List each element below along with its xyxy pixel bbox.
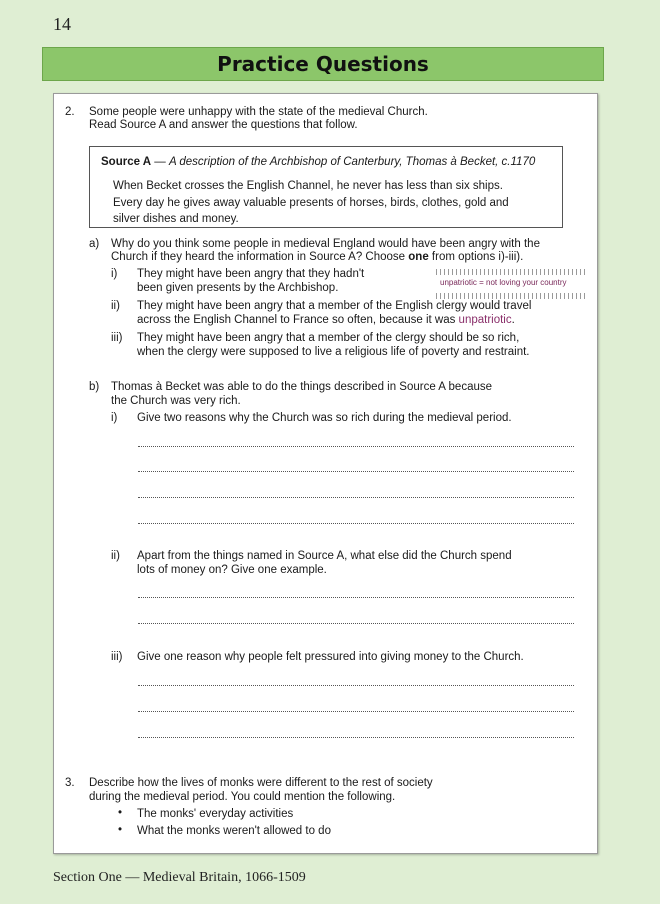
answer-line[interactable] xyxy=(138,471,574,472)
page-number: 14 xyxy=(53,14,71,34)
option-iii-line1: They might have been angry that a member of the clergy should be so rich, xyxy=(137,332,520,344)
question-3-line1: Describe how the lives of monks were different to the rest of society xyxy=(89,777,433,789)
part-b-ii-number: ii) xyxy=(111,550,120,562)
part-a-line1: Why do you think some people in medieval England would have been angry with the xyxy=(111,238,540,250)
question-3-number: 3. xyxy=(65,777,75,789)
part-a-line2: Church if they heard the information in Source A? Choose one from options i)-iii). xyxy=(111,251,524,263)
source-a-text xyxy=(113,178,509,228)
part-b-letter: b) xyxy=(89,381,100,393)
answer-line[interactable] xyxy=(138,623,574,624)
part-a-letter: a) xyxy=(89,238,100,250)
answer-line[interactable] xyxy=(138,711,574,712)
bullet-dot: • xyxy=(118,807,123,819)
question-3-line2: during the medieval period. You could mention the following. xyxy=(89,791,396,803)
answer-line[interactable] xyxy=(138,737,574,738)
answer-line[interactable] xyxy=(138,685,574,686)
part-b-ii-line2: lots of money on? Give one example. xyxy=(137,564,327,576)
option-iii-number: iii) xyxy=(111,332,123,344)
source-a-line: Every day he gives away valuable presents of horses, birds, clothes, gold and xyxy=(113,196,509,209)
question-2-intro-line2: Read Source A and answer the questions that follow. xyxy=(89,119,358,131)
answer-line[interactable] xyxy=(138,497,574,498)
option-ii-line1: They might have been angry that a member of the English clergy would travel xyxy=(137,300,532,312)
glossary-note xyxy=(434,269,589,299)
option-i-line2: been given presents by the Archbishop. xyxy=(137,282,339,294)
emphasis-one: one xyxy=(408,251,429,263)
option-ii-number: ii) xyxy=(111,300,120,312)
part-b-i-number: i) xyxy=(111,412,118,424)
part-b-iii-text: Give one reason why people felt pressured into giving money to the Church. xyxy=(137,651,524,663)
title-banner xyxy=(42,47,604,81)
question-3-bullet: What the monks weren't allowed to do xyxy=(137,825,331,837)
question-2-number: 2. xyxy=(65,106,75,118)
note-tick-border-top xyxy=(436,269,586,275)
question-2-intro-line1: Some people were unhappy with the state of the medieval Church. xyxy=(89,106,428,118)
source-a-line: When Becket crosses the English Channel, he never has less than six ships. xyxy=(113,180,503,192)
source-a-dash: — xyxy=(151,156,169,168)
option-i-number: i) xyxy=(111,268,118,280)
bullet-dot: • xyxy=(118,824,123,836)
option-ii-line2: across the English Channel to France so often, because it was unpatriotic. xyxy=(137,314,515,326)
questions-panel xyxy=(53,93,598,854)
part-b-iii-number: iii) xyxy=(111,651,123,663)
question-3-bullet: The monks' everyday activities xyxy=(137,808,294,820)
source-a-box xyxy=(89,146,563,228)
footer-section-title: Section One — Medieval Britain, 1066-1509 xyxy=(53,870,306,885)
unpatriotic-term: unpatriotic xyxy=(458,314,512,326)
option-iii-line2: when the clergy were supposed to live a religious life of poverty and restraint. xyxy=(137,346,530,358)
part-b-line1: Thomas à Becket was able to do the things described in Source A because xyxy=(111,381,493,393)
part-b-line2: the Church was very rich. xyxy=(111,395,241,407)
source-a-heading xyxy=(101,156,535,168)
source-a-line: silver dishes and money. xyxy=(113,213,239,225)
answer-line[interactable] xyxy=(138,523,574,524)
source-a-label: Source A xyxy=(101,156,152,168)
source-a-caption: A description of the Archbishop of Canterbury, Thomas à Becket, c.1170 xyxy=(168,156,536,168)
option-i-line1: They might have been angry that they hadn't xyxy=(137,268,365,280)
part-b-ii-line1: Apart from the things named in Source A, what else did the Church spend xyxy=(137,550,512,562)
answer-line[interactable] xyxy=(138,446,574,447)
glossary-note-text: unpatriotic = not loving your country xyxy=(440,278,567,287)
answer-line[interactable] xyxy=(138,597,574,598)
part-b-i-text: Give two reasons why the Church was so rich during the medieval period. xyxy=(137,412,512,424)
page-title: Practice Questions xyxy=(217,52,429,76)
